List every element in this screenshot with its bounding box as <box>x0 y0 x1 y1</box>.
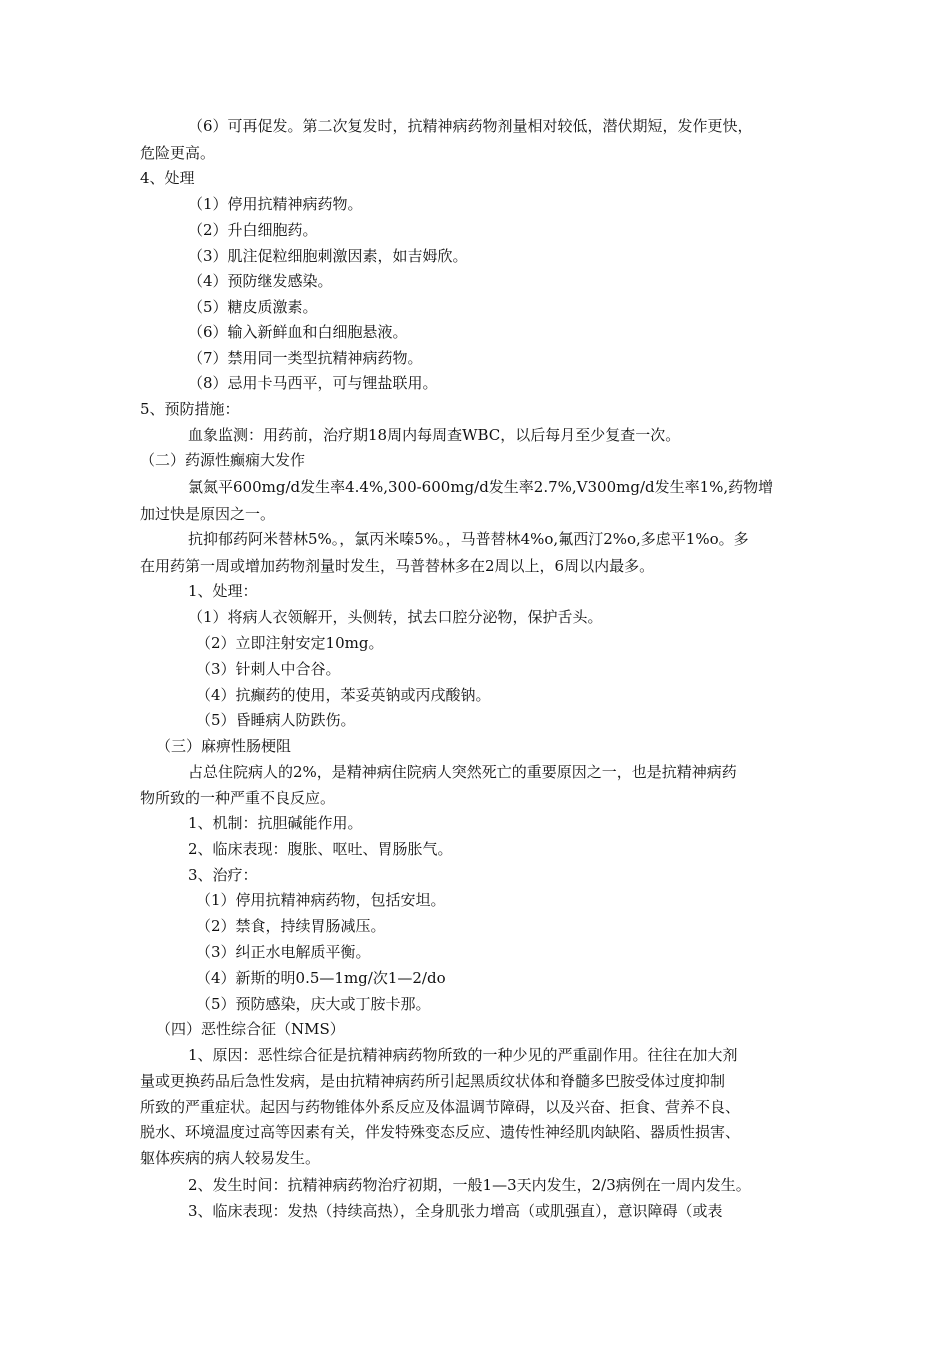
list-item: （2）升白细胞药。 <box>188 221 318 239</box>
list-item: （3）针刺人中合谷。 <box>196 660 341 678</box>
list-item: （1）停用抗精神病药物，包括安坦。 <box>196 891 446 909</box>
text-line: 2、临床表现：腹胀、呕吐、胃肠胀气。 <box>188 840 453 858</box>
text-line: 所致的严重症状。起因与药物锥体外系反应及体温调节障碍，以及兴奋、拒食、营养不良、 <box>140 1098 741 1116</box>
text-line: 脱水、环境温度过高等因素有关，伴发特殊变态反应、遗传性神经肌肉缺陷、器质性损害、 <box>140 1123 741 1141</box>
section-heading: 4、处理 <box>140 169 195 187</box>
section-heading: （二）药源性癫痫大发作 <box>140 451 306 469</box>
list-item: （5）昏睡病人防跌伤。 <box>196 711 356 729</box>
text-line: 2、发生时间：抗精神病药物治疗初期，一般1—3天内发生，2/3病例在一周内发生。 <box>188 1176 751 1194</box>
section-heading: （三）麻痹性肠梗阻 <box>156 737 292 755</box>
text-line: 抗抑郁药阿米替林5%。，氯丙米嗪5%。，马普替林4%o,氟西汀2%o,多虑平1%o。多 <box>188 530 749 548</box>
list-item: （2）立即注射安定10mg。 <box>196 634 384 652</box>
section-heading: （四）恶性综合征（NMS） <box>156 1020 345 1038</box>
list-item: （4）预防继发感染。 <box>188 272 333 290</box>
list-item: （1）停用抗精神病药物。 <box>188 195 363 213</box>
list-item: （2）禁食，持续胃肠减压。 <box>196 917 386 935</box>
list-item: （8）忌用卡马西平，可与锂盐联用。 <box>188 374 438 392</box>
list-item: （5）预防感染，庆大或丁胺卡那。 <box>196 995 431 1013</box>
text-line: 氯氮平600mg/d发生率4.4%,300-600mg/d发生率2.7%,V300mg/d发生率1%,药物增 <box>188 478 774 496</box>
text-line: （6）可再促发。第二次复发时，抗精神病药物剂量相对较低，潜伏期短，发作更快， <box>188 117 753 135</box>
list-item: （5）糖皮质激素。 <box>188 298 318 316</box>
text-line: 在用药第一周或增加药物剂量时发生，马普替林多在2周以上，6周以内最多。 <box>140 557 655 575</box>
list-item: （4）抗癫药的使用，苯妥英钠或丙戌酸钠。 <box>196 686 491 704</box>
list-item: （6）输入新鲜血和白细胞悬液。 <box>188 323 408 341</box>
list-item: （1）将病人衣领解开，头侧转，拭去口腔分泌物，保护舌头。 <box>188 608 603 626</box>
list-item: （4）新斯的明0.5—1mg/次1—2/do <box>196 969 446 987</box>
section-heading: 1、处理： <box>188 582 258 600</box>
text-line: 物所致的一种严重不良反应。 <box>140 789 336 807</box>
text-line: 1、原因：恶性综合征是抗精神病药物所致的一种少见的严重副作用。往往在加大剂 <box>188 1046 738 1064</box>
section-heading: 3、治疗： <box>188 866 258 884</box>
list-item: （7）禁用同一类型抗精神病药物。 <box>188 349 423 367</box>
list-item: （3）纠正水电解质平衡。 <box>196 943 371 961</box>
text-line: 1、机制：抗胆碱能作用。 <box>188 814 363 832</box>
section-heading: 5、预防措施： <box>140 400 240 418</box>
text-line: 3、临床表现：发热（持续高热），全身肌张力增高（或肌强直），意识障碍（或表 <box>188 1202 723 1220</box>
text-line: 危险更高。 <box>140 144 216 162</box>
text-line: 占总住院病人的2%，是精神病住院病人突然死亡的重要原因之一，也是抗精神病药 <box>188 763 737 781</box>
text-line: 躯体疾病的病人较易发生。 <box>140 1149 321 1167</box>
list-item: （3）肌注促粒细胞刺激因素，如吉姆欣。 <box>188 247 468 265</box>
text-line: 血象监测：用药前，治疗期18周内每周查WBC，以后每月至少复查一次。 <box>188 426 681 444</box>
text-line: 量或更换药品后急性发病，是由抗精神病药所引起黑质纹状体和脊髓多巴胺受体过度抑制 <box>140 1072 726 1090</box>
text-line: 加过快是原因之一。 <box>140 505 276 523</box>
